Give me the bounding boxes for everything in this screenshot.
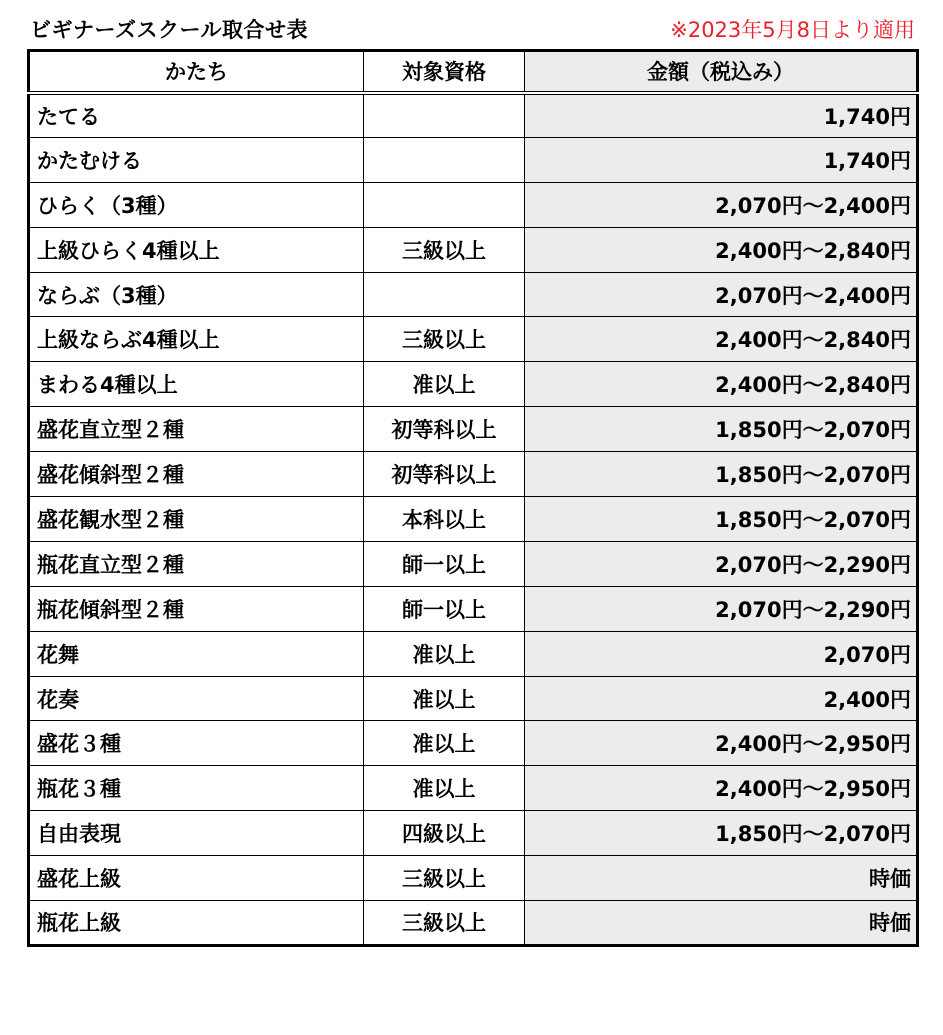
- table-header-row: [29, 51, 918, 93]
- table-row: [29, 631, 918, 676]
- price-cell: 2,400円〜2,840円: [525, 317, 918, 362]
- table-row: [29, 856, 918, 901]
- price-cell: 1,850円〜2,070円: [525, 811, 918, 856]
- price-cell: 時価: [525, 901, 918, 946]
- price-cell: 2,070円〜2,400円: [525, 182, 918, 227]
- price-cell: 2,070円〜2,400円: [525, 272, 918, 317]
- qualification-cell: 師一以上: [364, 541, 525, 586]
- table-row: [29, 362, 918, 407]
- price-cell: 1,740円: [525, 93, 918, 138]
- qualification-cell: 三級以上: [364, 317, 525, 362]
- form-cell: 上級ならぶ4種以上: [29, 317, 364, 362]
- page-title: ビギナーズスクール取合せ表: [30, 18, 309, 42]
- form-cell: 自由表現: [29, 811, 364, 856]
- table-row: [29, 227, 918, 272]
- form-cell: 上級ひらく4種以上: [29, 227, 364, 272]
- table-row: [29, 541, 918, 586]
- price-cell: 2,400円〜2,950円: [525, 721, 918, 766]
- table-row: [29, 497, 918, 542]
- table-row: [29, 721, 918, 766]
- effective-date-note: ※2023年5月8日より適用: [670, 18, 915, 42]
- qualification-cell: [364, 93, 525, 138]
- form-cell: 瓶花３種: [29, 766, 364, 811]
- table-row: [29, 676, 918, 721]
- table-row: [29, 811, 918, 856]
- qualification-cell: 准以上: [364, 631, 525, 676]
- price-cell: 時価: [525, 856, 918, 901]
- price-table: [27, 49, 919, 947]
- form-cell: 瓶花傾斜型２種: [29, 586, 364, 631]
- table-row: [29, 901, 918, 946]
- table-row: [29, 272, 918, 317]
- qualification-cell: 准以上: [364, 721, 525, 766]
- qualification-cell: 三級以上: [364, 901, 525, 946]
- form-cell: 花舞: [29, 631, 364, 676]
- table-row: [29, 452, 918, 497]
- table-row: [29, 93, 918, 138]
- table-row: [29, 766, 918, 811]
- qualification-cell: 師一以上: [364, 586, 525, 631]
- price-cell: 1,850円〜2,070円: [525, 407, 918, 452]
- form-cell: 盛花傾斜型２種: [29, 452, 364, 497]
- price-cell: 2,070円: [525, 631, 918, 676]
- qualification-cell: [364, 182, 525, 227]
- price-cell: 1,850円〜2,070円: [525, 497, 918, 542]
- table-row: [29, 407, 918, 452]
- price-cell: 2,400円〜2,840円: [525, 362, 918, 407]
- form-cell: 盛花３種: [29, 721, 364, 766]
- qualification-cell: 三級以上: [364, 856, 525, 901]
- qualification-cell: [364, 272, 525, 317]
- form-cell: たてる: [29, 93, 364, 138]
- form-cell: 盛花直立型２種: [29, 407, 364, 452]
- form-cell: 花奏: [29, 676, 364, 721]
- form-cell: かたむける: [29, 137, 364, 182]
- price-cell: 2,400円〜2,840円: [525, 227, 918, 272]
- qualification-cell: [364, 137, 525, 182]
- table-row: [29, 137, 918, 182]
- qualification-cell: 初等科以上: [364, 452, 525, 497]
- qualification-cell: 三級以上: [364, 227, 525, 272]
- table-row: [29, 182, 918, 227]
- form-cell: 瓶花直立型２種: [29, 541, 364, 586]
- qualification-cell: 准以上: [364, 676, 525, 721]
- form-cell: 瓶花上級: [29, 901, 364, 946]
- header-price: 金額（税込み）: [525, 51, 918, 93]
- table-row: [29, 586, 918, 631]
- form-cell: まわる4種以上: [29, 362, 364, 407]
- form-cell: ならぶ（3種）: [29, 272, 364, 317]
- price-cell: 1,850円〜2,070円: [525, 452, 918, 497]
- form-cell: 盛花観水型２種: [29, 497, 364, 542]
- qualification-cell: 准以上: [364, 362, 525, 407]
- price-cell: 1,740円: [525, 137, 918, 182]
- price-cell: 2,070円〜2,290円: [525, 586, 918, 631]
- price-cell: 2,400円: [525, 676, 918, 721]
- form-cell: 盛花上級: [29, 856, 364, 901]
- price-cell: 2,400円〜2,950円: [525, 766, 918, 811]
- header-qualification: 対象資格: [364, 51, 525, 93]
- table-body: [29, 93, 918, 946]
- qualification-cell: 本科以上: [364, 497, 525, 542]
- form-cell: ひらく（3種）: [29, 182, 364, 227]
- header-form: かたち: [29, 51, 364, 93]
- table-row: [29, 317, 918, 362]
- price-cell: 2,070円〜2,290円: [525, 541, 918, 586]
- qualification-cell: 初等科以上: [364, 407, 525, 452]
- qualification-cell: 四級以上: [364, 811, 525, 856]
- qualification-cell: 准以上: [364, 766, 525, 811]
